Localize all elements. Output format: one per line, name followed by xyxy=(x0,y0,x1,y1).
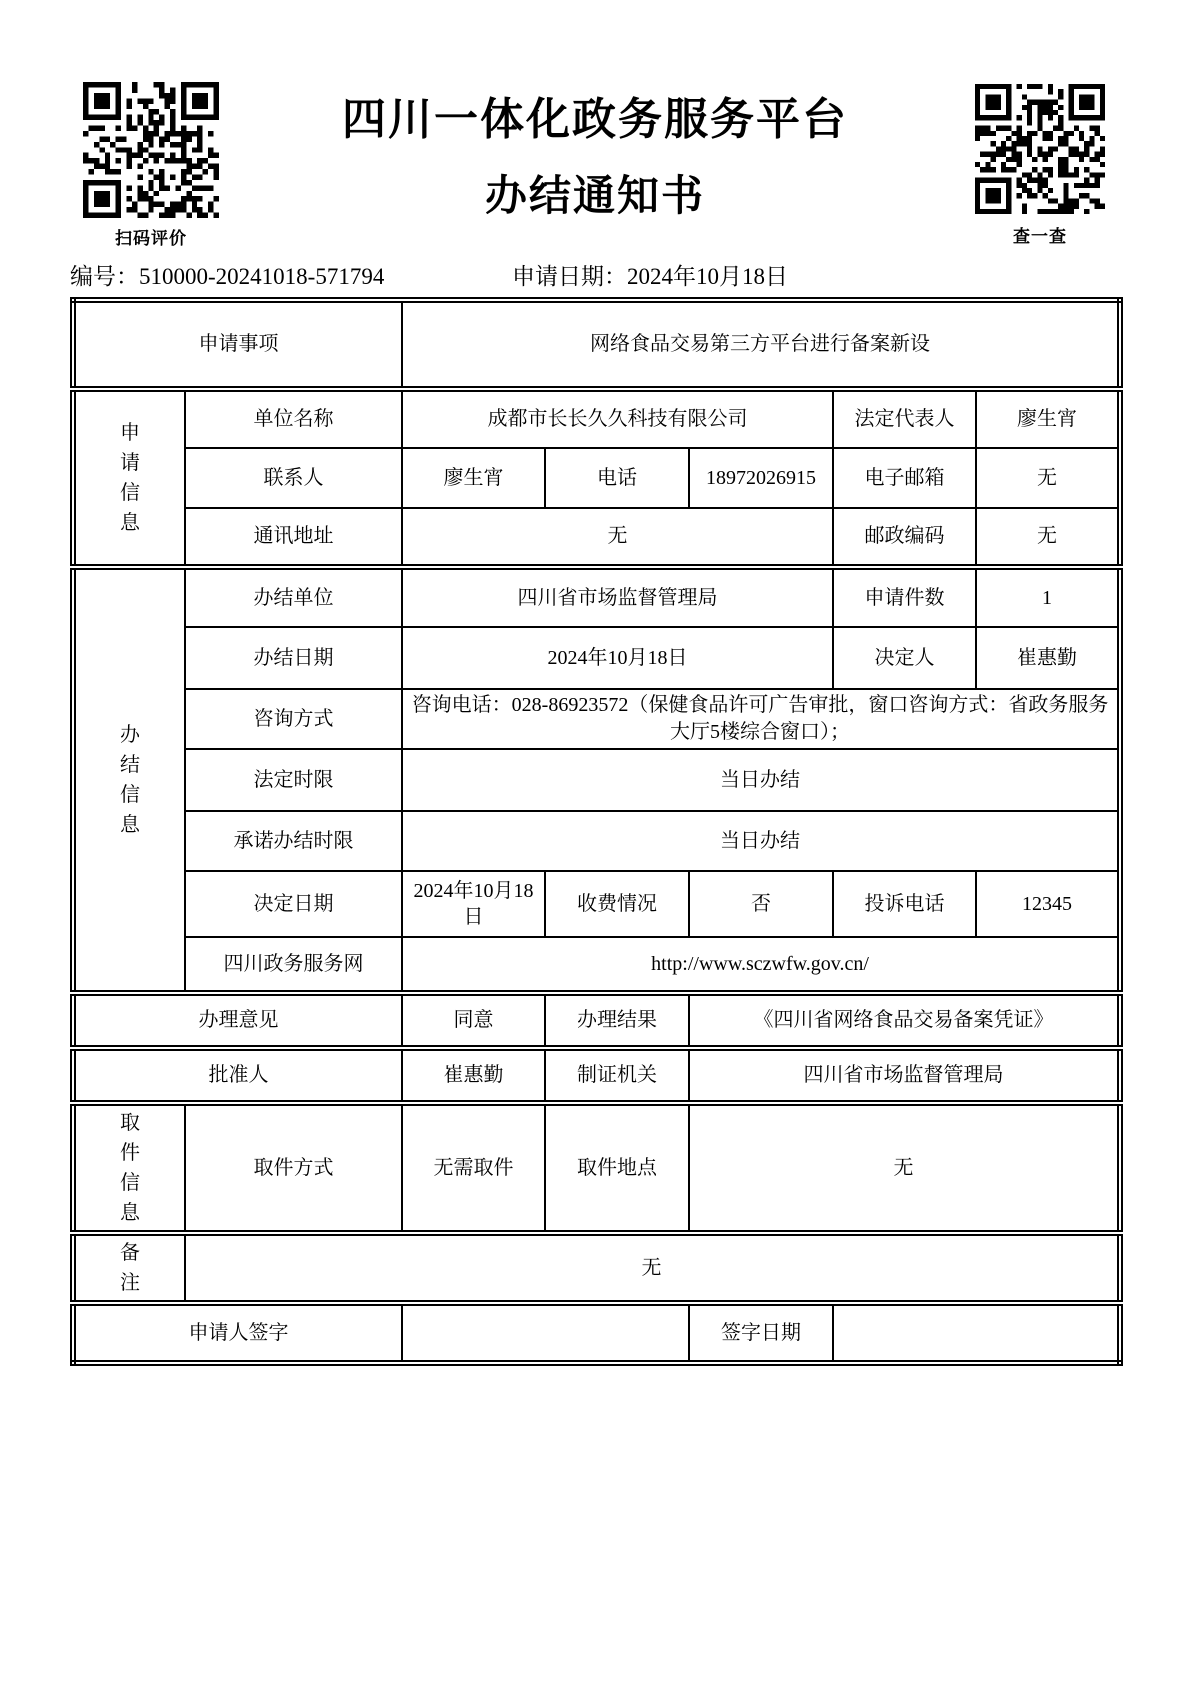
address-value-cell: 无 xyxy=(402,508,833,567)
decider-value-cell: 崔惠勤 xyxy=(976,627,1120,689)
complaint-label-cell: 投诉电话 xyxy=(833,871,976,937)
legal-rep-label-cell: 法定代表人 xyxy=(833,389,976,448)
meta-line xyxy=(70,258,1117,288)
email-label-cell: 电子邮箱 xyxy=(833,448,976,508)
opinion-value-cell: 同意 xyxy=(402,993,545,1048)
cert-org-label-cell: 制证机关 xyxy=(545,1048,689,1103)
fee-value-cell: 否 xyxy=(689,871,833,937)
evaluate-qr-caption: 扫码评价 xyxy=(115,229,187,248)
contact-label-cell: 联系人 xyxy=(185,448,402,508)
done-unit-value-cell: 四川省市场监督管理局 xyxy=(402,567,833,627)
postcode-label-cell: 邮政编码 xyxy=(833,508,976,567)
pickup-section-label: 取件信息 xyxy=(120,1112,140,1224)
website-label-cell: 四川政务服务网 xyxy=(185,937,402,993)
result-value-cell: 《四川省网络食品交易备案凭证》 xyxy=(689,993,1120,1048)
done-date-label-cell: 办结日期 xyxy=(185,627,402,689)
promise-limit-label-cell: 承诺办结时限 xyxy=(185,811,402,871)
pickup-section-cell xyxy=(73,1103,185,1233)
email-value-cell: 无 xyxy=(976,448,1120,508)
result-label-cell: 办理结果 xyxy=(545,993,689,1048)
consult-label-cell: 咨询方式 xyxy=(185,689,402,749)
phone-label-cell: 电话 xyxy=(545,448,689,508)
remark-section-cell xyxy=(73,1233,185,1303)
consult-value-cell: 咨询电话：028-86923572（保健食品许可广告审批，窗口咨询方式：省政务服务大厅5楼综合窗口）； xyxy=(402,689,1120,749)
remark-value-cell: 无 xyxy=(185,1233,1120,1303)
remark-section-label: 备注 xyxy=(120,1242,140,1294)
pickup-place-label-cell: 取件地点 xyxy=(545,1103,689,1233)
check-qr-caption: 查一查 xyxy=(1013,227,1067,246)
doc-number-value: 510000-20241018-571794 xyxy=(139,264,385,289)
apply-info-section-label: 申请信息 xyxy=(120,422,140,534)
apply-date-value: 2024年10月18日 xyxy=(627,264,788,289)
legal-limit-value-cell: 当日办结 xyxy=(402,749,1120,811)
unit-name-label-cell: 单位名称 xyxy=(185,389,402,448)
apply-info-section-cell xyxy=(73,389,185,567)
notice-table xyxy=(70,297,1123,1366)
apply-item-value-cell: 网络食品交易第三方平台进行备案新设 xyxy=(402,300,1120,389)
legal-limit-label-cell: 法定时限 xyxy=(185,749,402,811)
address-label-cell: 通讯地址 xyxy=(185,508,402,567)
sign-label-cell: 申请人签字 xyxy=(73,1303,402,1363)
done-info-section-cell xyxy=(73,567,185,993)
apply-count-value-cell: 1 xyxy=(976,567,1120,627)
apply-item-label-cell: 申请事项 xyxy=(73,300,402,389)
pickup-method-label-cell: 取件方式 xyxy=(185,1103,402,1233)
done-info-section-label: 办结信息 xyxy=(120,724,140,836)
pickup-method-value-cell: 无需取件 xyxy=(402,1103,545,1233)
postcode-value-cell: 无 xyxy=(976,508,1120,567)
doc-number xyxy=(70,258,384,291)
legal-rep-value-cell: 廖生宵 xyxy=(976,389,1120,448)
done-unit-label-cell: 办结单位 xyxy=(185,567,402,627)
pickup-place-value-cell: 无 xyxy=(689,1103,1120,1233)
page-title-line1: 四川一体化政务服务平台 xyxy=(342,95,848,144)
approver-label-cell: 批准人 xyxy=(73,1048,402,1103)
decision-date-label-cell: 决定日期 xyxy=(185,871,402,937)
opinion-label-cell: 办理意见 xyxy=(73,993,402,1048)
page-title-line2: 办结通知书 xyxy=(484,174,705,220)
phone-value-cell: 18972026915 xyxy=(689,448,833,508)
apply-date xyxy=(512,258,788,291)
fee-label-cell: 收费情况 xyxy=(545,871,689,937)
doc-number-label: 编号： xyxy=(70,264,139,289)
unit-name-value-cell: 成都市长长久久科技有限公司 xyxy=(402,389,833,448)
sign-date-label-cell: 签字日期 xyxy=(689,1303,833,1363)
done-date-value-cell: 2024年10月18日 xyxy=(402,627,833,689)
contact-value-cell: 廖生宵 xyxy=(402,448,545,508)
complaint-value-cell: 12345 xyxy=(976,871,1120,937)
cert-org-value-cell: 四川省市场监督管理局 xyxy=(689,1048,1120,1103)
sign-value-cell xyxy=(402,1303,689,1363)
approver-value-cell: 崔惠勤 xyxy=(402,1048,545,1103)
decider-label-cell: 决定人 xyxy=(833,627,976,689)
apply-count-label-cell: 申请件数 xyxy=(833,567,976,627)
decision-date-value-cell: 2024年10月18日 xyxy=(402,871,545,937)
website-value-cell: http://www.sczwfw.gov.cn/ xyxy=(402,937,1120,993)
promise-limit-value-cell: 当日办结 xyxy=(402,811,1120,871)
apply-date-label: 申请日期： xyxy=(512,264,627,289)
sign-date-value-cell xyxy=(833,1303,1120,1363)
